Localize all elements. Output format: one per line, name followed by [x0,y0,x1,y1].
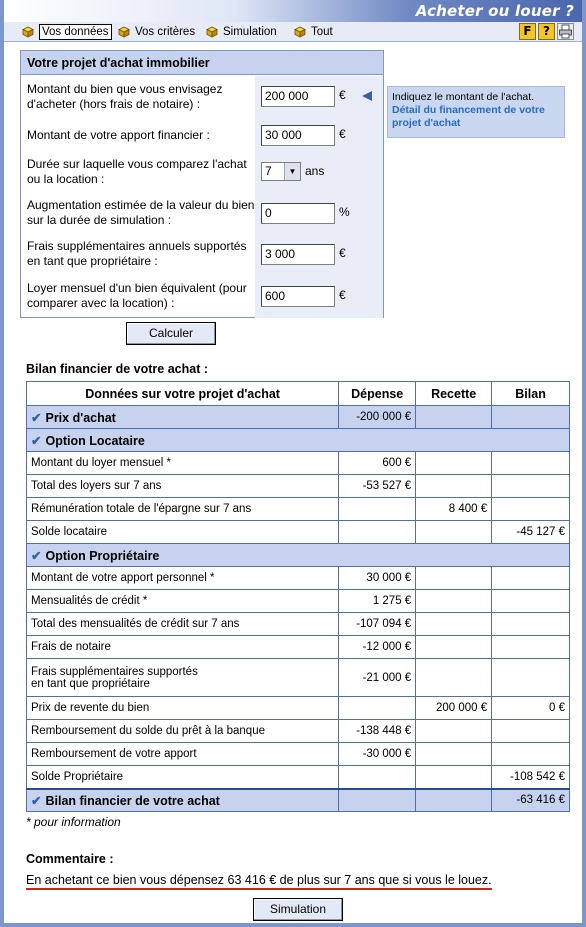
depense-cell: -138 448 € [339,720,416,743]
tab-vos-donnees[interactable] [22,24,115,40]
unit-label: € [339,127,346,141]
row-label: Remboursement du solde du prêt à la banque [27,720,339,743]
augmentation-input[interactable]: 0 [261,203,335,224]
table-row [27,590,570,613]
check-chevron-icon: ✔ [31,548,42,563]
project-panel [20,50,384,318]
bilan-cell: -45 127 € [492,521,570,544]
cube-icon [118,26,130,38]
table-row [27,636,570,659]
bilan-cell: -108 542 € [492,766,570,789]
tab-label: Vos critères [135,26,196,38]
recette-cell [416,613,492,636]
depense-cell: -53 527 € [339,475,416,498]
apport-input[interactable]: 30 000 [261,125,335,146]
results-table [26,381,570,812]
field-cell [255,277,383,318]
column-header: Dépense [339,382,416,406]
table-row [27,659,570,697]
unit-label: ans [305,164,325,178]
column-header: Bilan [492,382,570,406]
hint-box [387,86,565,138]
title-banner [4,0,582,22]
tab-simulation[interactable] [206,24,280,40]
tab-label: Tout [311,26,333,38]
f-button[interactable]: F [519,23,536,40]
field-row-augmentation [21,194,383,235]
bilan-cell [492,475,570,498]
unit-label: € [339,88,346,102]
field-cell [255,120,383,153]
check-chevron-icon: ✔ [31,410,42,425]
field-row-montant [21,76,383,120]
field-row-duree [21,153,383,194]
simulation-button[interactable]: Simulation [253,898,343,921]
field-label: Montant de votre apport financier : [27,128,210,142]
bilan-cell [492,659,570,697]
prix-achat-row [27,406,570,429]
hint-text: Indiquez le montant de l'achat. [392,91,535,103]
band-label: Bilan financier de votre achat [45,793,220,808]
check-chevron-icon: ✔ [31,433,42,448]
chevron-down-icon: ▼ [284,163,300,180]
unit-label: € [339,246,346,260]
table-row [27,498,570,521]
field-row-apport [21,120,383,153]
depense-cell: 600 € [339,452,416,475]
bilan-cell: 0 € [492,697,570,720]
table-row [27,743,570,766]
total-bilan-cell: -63 416 € [492,789,570,812]
depense-cell: -21 000 € [339,659,416,697]
footnote: * pour information [26,815,121,829]
financement-detail-link[interactable]: Détail du financement de votre projet d'achat [392,104,545,129]
table-row [27,475,570,498]
table-row [27,766,570,789]
field-row-loyer [21,277,383,318]
row-label: Solde locataire [27,521,339,544]
bilan-cell [492,452,570,475]
field-cell [255,235,383,277]
tab-tout[interactable] [294,24,336,40]
field-label: Montant du bien que vous envisagez d'acheter (hors frais de notaire) : [27,82,223,111]
field-cell [255,153,383,194]
field-label: Augmentation estimée de la valeur du bien sur la durée de simulation : [27,198,255,227]
bilan-cell [492,590,570,613]
row-label: Frais de notaire [27,636,339,659]
recette-cell [416,720,492,743]
comment-title: Commentaire : [26,852,114,866]
depense-cell: -12 000 € [339,636,416,659]
band-label: Option Locataire [45,433,145,448]
print-button[interactable] [557,23,574,40]
tab-label: Vos données [39,24,112,40]
recette-cell [416,475,492,498]
cube-icon [22,26,34,38]
tab-vos-criteres[interactable] [118,24,198,40]
band-label: Option Propriétaire [45,548,160,563]
unit-label: € [339,288,346,302]
row-label: Prix de revente du bien [27,697,339,720]
row-label: Total des mensualités de crédit sur 7 ans [27,613,339,636]
option-proprietaire-row [27,544,570,567]
column-header: Données sur votre projet d'achat [27,382,339,406]
depense-cell: 30 000 € [339,567,416,590]
column-header: Recette [416,382,492,406]
recette-cell [416,636,492,659]
bilan-cell [492,498,570,521]
field-label: Frais supplémentaires annuels supportés en tant que propriétaire : [27,239,247,268]
nav-bar [4,22,582,42]
table-row [27,452,570,475]
tab-label: Simulation [223,26,277,38]
depense-cell [339,498,416,521]
recette-cell [416,452,492,475]
frais-input[interactable]: 3 000 [261,244,335,265]
option-locataire-row [27,429,570,452]
depense-cell: -30 000 € [339,743,416,766]
table-row [27,613,570,636]
bilan-cell [492,567,570,590]
row-label: Montant du loyer mensuel * [27,452,339,475]
row-label: Frais supplémentaires supportés [31,665,198,678]
depense-cell [339,697,416,720]
bilan-cell [492,636,570,659]
row-label: Remboursement de votre apport [27,743,339,766]
row-label: Montant de votre apport personnel * [27,567,339,590]
recette-cell [416,567,492,590]
calculer-button[interactable]: Calculer [126,322,216,345]
recette-cell: 8 400 € [416,498,492,521]
loyer-input[interactable]: 600 [261,286,335,307]
row-label-line2: en tant que propriétaire [31,677,150,690]
total-row [27,789,570,812]
depense-cell [339,766,416,789]
field-cell [255,194,383,235]
toolbar [519,23,574,40]
field-label: Durée sur laquelle vous comparez l'achat ou la location : [27,157,247,186]
band-label: Prix d'achat [45,410,116,425]
duree-select[interactable] [261,162,301,181]
results-title: Bilan financier de votre achat : [26,362,208,376]
field-row-frais [21,235,383,277]
recette-cell [416,590,492,613]
table-header-row [27,382,570,406]
comment-text: En achetant ce bien vous dépensez 63 416 € de plus sur 7 ans que si vous le louez. [26,873,492,890]
field-label: Loyer mensuel d'un bien équivalent (pour comparer avec la location) : [27,281,247,310]
table-row [27,567,570,590]
bilan-cell [492,720,570,743]
recette-cell [416,766,492,789]
row-label: Solde Propriétaire [27,766,339,789]
row-label: Total des loyers sur 7 ans [27,475,339,498]
app-title: Acheter ou louer ? [415,2,574,20]
bilan-cell [492,743,570,766]
montant-input[interactable]: 200 000 [261,86,335,107]
project-panel-title: Votre projet d'achat immobilier [21,51,383,75]
row-label: Rémunération totale de l'épargne sur 7 ans [27,498,339,521]
table-row [27,521,570,544]
table-row [27,720,570,743]
cube-icon [206,26,218,38]
row-label: Mensualités de crédit * [27,590,339,613]
recette-cell [416,743,492,766]
help-button[interactable]: ? [538,23,555,40]
recette-cell [416,659,492,697]
table-row [27,697,570,720]
recette-cell: 200 000 € [416,697,492,720]
depense-cell: -200 000 € [339,406,416,429]
unit-label: % [339,205,350,219]
depense-cell: -107 094 € [339,613,416,636]
bilan-cell [492,613,570,636]
printer-icon [558,24,573,39]
pointer-arrow-icon [362,91,372,101]
check-chevron-icon: ✔ [31,793,42,808]
recette-cell [416,521,492,544]
depense-cell [339,521,416,544]
depense-cell: 1 275 € [339,590,416,613]
cube-icon [294,26,306,38]
selected-value: 7 [265,164,272,178]
